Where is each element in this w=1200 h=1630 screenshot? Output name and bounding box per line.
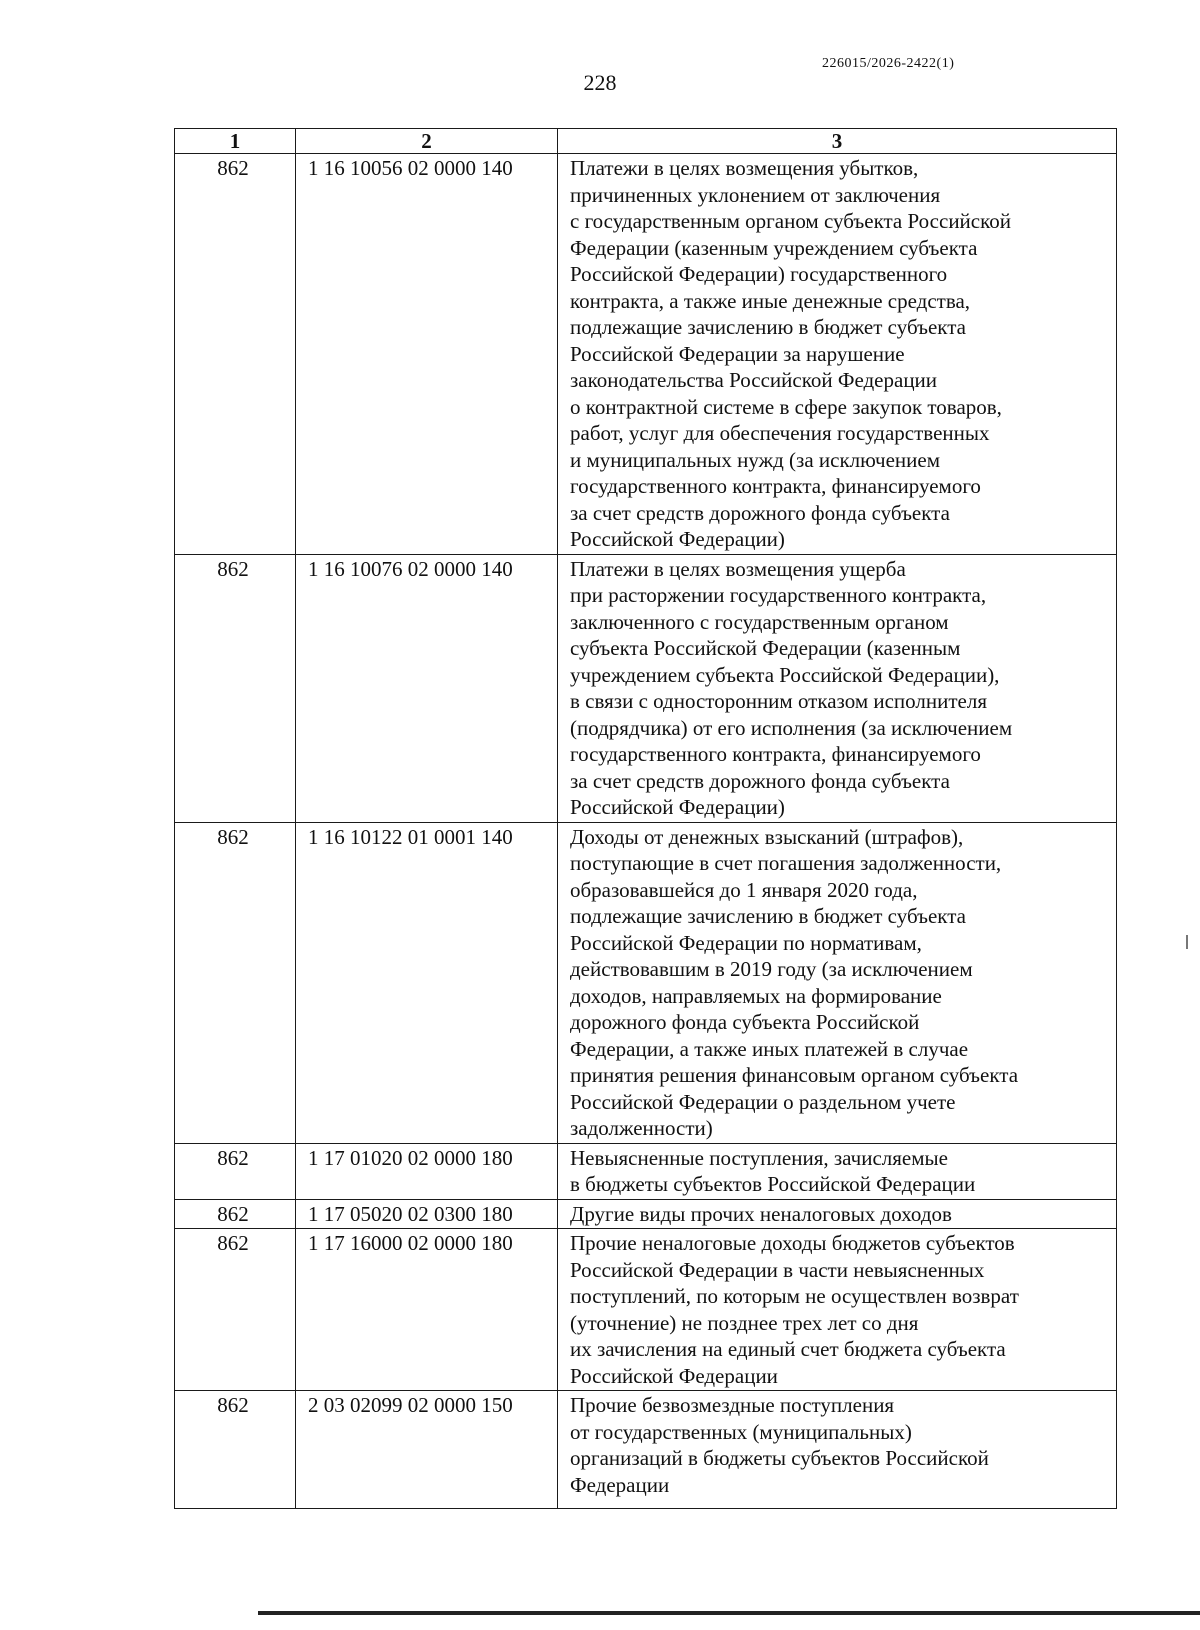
description-line: работ, услуг для обеспечения государственных — [570, 421, 990, 445]
description-line: контракта, а также иные денежные средства, — [570, 288, 971, 313]
description-line: государственного контракта, финансируемого — [570, 474, 981, 498]
description-line: от государственных (муниципальных) — [570, 1419, 912, 1444]
column-header-1: 1 — [175, 129, 296, 154]
description-line: Прочие неналоговые доходы бюджетов субъектов — [570, 1231, 1015, 1255]
description-line: Российской Федерации) — [570, 527, 785, 551]
table-row — [175, 822, 1117, 1143]
description-line: Российской Федерации в части невыясненных — [570, 1257, 985, 1282]
description-line: образовавшейся до 1 января 2020 года, — [570, 877, 918, 902]
description-line: субъекта Российской Федерации (казенным — [570, 636, 961, 660]
description-line: в связи с односторонним отказом исполнителя — [570, 689, 987, 713]
description-line: причиненных уклонением от заключения — [570, 182, 941, 207]
table-row — [175, 1143, 1117, 1199]
admin-code-cell: 862 — [175, 1229, 296, 1391]
description-line: учреждением субъекта Российской Федерации), — [570, 662, 1000, 687]
column-header-3: 3 — [558, 129, 1117, 154]
description-line: за счет средств дорожного фонда субъекта — [570, 500, 950, 525]
description-line: Российской Федерации) государственного — [570, 262, 948, 286]
table-row — [175, 554, 1117, 822]
description-line: Федерации, а также иных платежей в случае — [570, 1036, 969, 1061]
description-line: Российской Федерации о раздельном учете — [570, 1089, 956, 1114]
document-registration-code: 226015/2026-2422(1) — [822, 56, 955, 71]
description-line: Доходы от денежных взысканий (штрафов), — [570, 824, 964, 849]
table-body — [175, 154, 1117, 1509]
description-line: Другие виды прочих неналоговых доходов — [570, 1201, 952, 1226]
description-line: доходов, направляемых на формирование — [570, 983, 942, 1008]
scan-margin-mark — [1186, 935, 1188, 949]
description-line: Российской Федерации за нарушение — [570, 341, 905, 366]
description-line: организаций в бюджеты субъектов Российской — [570, 1446, 989, 1470]
admin-code-cell: 862 — [175, 1143, 296, 1199]
admin-code-cell: 862 — [175, 154, 296, 555]
description-line: (подрядчика) от его исполнения (за исключением — [570, 715, 1013, 740]
description-line: Платежи в целях возмещения ущерба — [570, 556, 906, 581]
table-row — [175, 1391, 1117, 1509]
description-line: с государственным органом субъекта Российской — [570, 209, 1011, 233]
description-line: поступлений, по которым не осуществлен возврат — [570, 1284, 1019, 1308]
description-line: законодательства Российской Федерации — [570, 368, 938, 392]
description-cell — [558, 1199, 1117, 1229]
description-cell — [558, 554, 1117, 822]
description-line: Российской Федерации) — [570, 795, 785, 819]
description-line: Невыясненные поступления, зачисляемые — [570, 1145, 948, 1170]
description-line: задолженности) — [570, 1116, 713, 1140]
table-header-row — [175, 129, 1117, 154]
kbk-code-cell: 1 16 10056 02 0000 140 — [296, 154, 558, 555]
description-cell — [558, 154, 1117, 555]
kbk-code-cell: 1 17 01020 02 0000 180 — [296, 1143, 558, 1199]
admin-code-cell: 862 — [175, 1391, 296, 1509]
description-line: Платежи в целях возмещения убытков, — [570, 156, 919, 180]
description-line: дорожного фонда субъекта Российской — [570, 1010, 920, 1034]
kbk-code-cell: 1 16 10122 01 0001 140 — [296, 822, 558, 1143]
admin-code-cell: 862 — [175, 1199, 296, 1229]
description-line: о контрактной системе в сфере закупок товаров, — [570, 394, 1002, 419]
budget-codes-table — [174, 128, 1117, 1509]
description-line: в бюджеты субъектов Российской Федерации — [570, 1172, 976, 1196]
description-line: их зачисления на единый счет бюджета субъекта — [570, 1337, 1006, 1361]
description-line: Российской Федерации — [570, 1363, 778, 1388]
page-number: 228 — [583, 70, 617, 95]
table-row — [175, 154, 1117, 555]
kbk-code-cell: 2 03 02099 02 0000 150 — [296, 1391, 558, 1509]
description-line: принятия решения финансовым органом субъекта — [570, 1063, 1019, 1087]
admin-code-cell: 862 — [175, 554, 296, 822]
scan-bottom-edge — [258, 1611, 1200, 1615]
description-cell — [558, 1143, 1117, 1199]
description-line: Российской Федерации по нормативам, — [570, 930, 922, 955]
description-line: и муниципальных нужд (за исключением — [570, 447, 940, 472]
kbk-code-cell: 1 16 10076 02 0000 140 — [296, 554, 558, 822]
kbk-code-cell: 1 17 16000 02 0000 180 — [296, 1229, 558, 1391]
description-line: поступающие в счет погашения задолженности, — [570, 851, 1002, 875]
table-row — [175, 1199, 1117, 1229]
kbk-code-cell: 1 17 05020 02 0300 180 — [296, 1199, 558, 1229]
description-line: Федерации (казенным учреждением субъекта — [570, 235, 978, 260]
description-line: Прочие безвозмездные поступления — [570, 1393, 895, 1417]
description-cell — [558, 822, 1117, 1143]
description-line: за счет средств дорожного фонда субъекта — [570, 768, 950, 793]
description-line: подлежащие зачислению в бюджет субъекта — [570, 315, 966, 339]
description-cell — [558, 1391, 1117, 1509]
description-line: заключенного с государственным органом — [570, 609, 949, 634]
table-row — [175, 1229, 1117, 1391]
column-header-2: 2 — [296, 129, 558, 154]
description-line: (уточнение) не позднее трех лет со дня — [570, 1310, 919, 1335]
description-line: действовавшим в 2019 году (за исключением — [570, 957, 973, 981]
description-line: при расторжении государственного контракта, — [570, 583, 987, 607]
description-cell — [558, 1229, 1117, 1391]
description-line: государственного контракта, финансируемого — [570, 742, 981, 766]
description-line: подлежащие зачислению в бюджет субъекта — [570, 904, 966, 928]
description-line: Федерации — [570, 1472, 670, 1497]
admin-code-cell: 862 — [175, 822, 296, 1143]
